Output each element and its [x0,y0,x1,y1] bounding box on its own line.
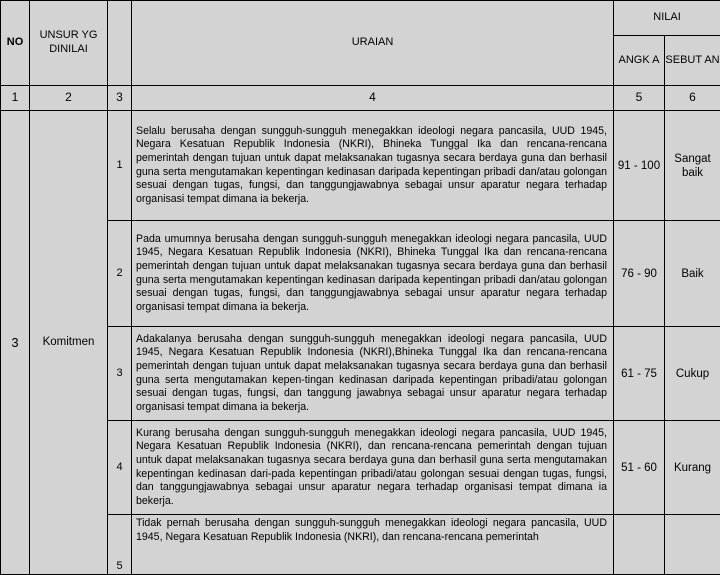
column-number-row [1,86,720,111]
table-row [1,111,720,221]
group-unsur: Komitmen [30,111,108,575]
row-sub-number: 3 [108,327,132,421]
table-row [1,515,720,575]
header-unsur: UNSUR YG DINILAI [30,1,108,86]
col-number-6: 6 [665,86,720,111]
header-sebutan: SEBUT AN [665,36,720,86]
row-sebutan [665,515,720,575]
col-number-3: 3 [108,86,132,111]
row-uraian: Tidak pernah berusaha dengan sungguh-sungguh menegakkan ideologi negara pancasila, UUD 1945, Negara Kesatuan Republik Indonesia (NKRI), dan rencana-rencana pemerintah [132,515,614,575]
row-uraian: Kurang berusaha dengan sungguh-sungguh menegakkan ideologi negara pancasila, UUD 1945, Negara Kesatuan Republik Indonesia (NKRI), dan rencana-rencana pemerintah dengan tujuan untuk dapat melaksanakan tugasnya secara berdaya guna dan berhasil guna serta mengutamakan kepentingan kedinasan dari-pada kepentingan pribadi/atau golongan sesuai dengan tugas, fungsi, dan tanggungjawabnya sebagai unsur aparatur negara terhadap organisasi tempat dimana ia bekerja. [132,421,614,515]
row-sebutan: Baik [665,221,720,327]
header-nilai: NILAI [614,1,720,36]
row-angka: 76 - 90 [614,221,665,327]
header-no: NO [1,1,30,86]
table-row [1,221,720,327]
col-number-5: 5 [614,86,665,111]
row-sebutan: Kurang [665,421,720,515]
row-uraian: Selalu berusaha dengan sungguh-sungguh menegakkan ideologi negara pancasila, UUD 1945, Negara Kesatuan Republik Indonesia (NKRI), Bhineka Tunggal Ika dan rencana-rencana pemerintah dengan tujuan untuk dapat melaksanakan tugasnya secara berdaya guna dan berhasil guna serta mengutamakan kepentingan kedinasan daripada kepentingan pribadi dan/atau golongan sesuai dengan tugas, fungsi, dan tanggungjawabnya sebagai unsur aparatur negara terhadap organisasi tempat dimana ia bekerja. [132,111,614,221]
row-sub-number: 1 [108,111,132,221]
row-uraian: Pada umumnya berusaha dengan sungguh-sungguh menegakkan ideologi negara pancasila, UUD 1945, Negara Kesatuan Republik Indonesia (NKRI), Bhineka Tunggal Ika dan rencana-rencana pemerintah dengan tujuan untuk dapat melaksanakan tugasnya secara berdaya guna dan berhasil guna serta mengutamakan kepentingan kedinasan daripada kepentingan pribadi dan/atau golongan sesuai dengan tugas, fungsi, dan tanggungjawabnya sebagai unsur aparatur negara terhadap organisasi tempat dimana ia bekerja. [132,221,614,327]
col-number-4: 4 [132,86,614,111]
row-angka: 51 - 60 [614,421,665,515]
table-row [1,421,720,515]
row-sebutan: Sangat baik [665,111,720,221]
row-angka [614,515,665,575]
header-angka: ANGK A [614,36,665,86]
row-sub-number: 2 [108,221,132,327]
table-row [1,327,720,421]
header-uraian: URAIAN [132,1,614,86]
row-sebutan: Cukup [665,327,720,421]
col-number-1: 1 [1,86,30,111]
header-blank [108,1,132,86]
group-no: 3 [1,111,30,575]
row-uraian: Adakalanya berusaha dengan sungguh-sungguh menegakkan ideologi negara pancasila, UUD 1945, Negara Kesatuan Republik Indonesia (NKRI),Bhineka Tunggal Ika dan rencana-rencana pemerintah dengan tujuan untuk dapat melaksanakan tugasnya secara berdaya guna dan berhasil guna serta mengutamakan kepen-tingan kedinasan daripada kepentingan pribadi/atau golongan sesuai dengan tugas, fungsi, dan tanggung jawabnya sebagai unsur aparatur negara terhadap organisasi tempat dimana ia bekerja. [132,327,614,421]
row-sub-number: 5 [108,515,132,575]
row-angka: 61 - 75 [614,327,665,421]
row-sub-number: 4 [108,421,132,515]
col-number-2: 2 [30,86,108,111]
row-angka: 91 - 100 [614,111,665,221]
